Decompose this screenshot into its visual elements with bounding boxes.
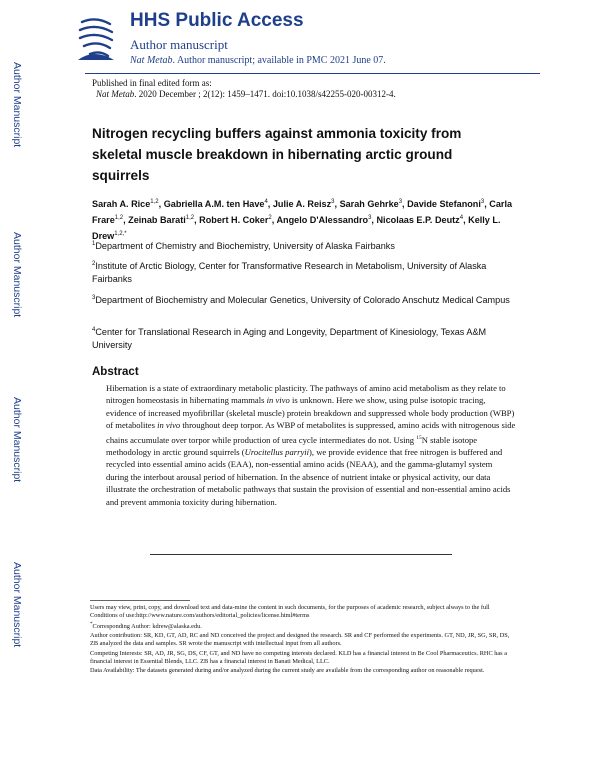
author-name: Sarah A. Rice: [92, 199, 151, 210]
affiliation-1: $^1$Department of Chemistry and Biochemistry, University of Alaska Fairbanks: [92, 241, 395, 252]
author-separator: ,: [334, 199, 340, 210]
author-name: Zeinab Barati: [128, 215, 186, 226]
affiliation-3: $^3$Department of Biochemistry and Molecular Genetics, University of Colorado Anschutz Medical Campus: [92, 295, 510, 306]
abstract-heading: Abstract: [92, 366, 139, 378]
hhs-eagle-logo-icon: [74, 14, 118, 64]
article-title: Nitrogen recycling buffers against ammonia toxicity from skeletal muscle breakdown in hibernating arctic ground squirrels: [92, 126, 462, 183]
citation-line: [96, 89, 396, 99]
author-separator: ,: [271, 215, 277, 226]
author-separator: ,: [123, 215, 129, 226]
header-divider: [85, 73, 540, 74]
author-separator: ,: [194, 215, 200, 226]
data-availability-note: Data Availability: The datasets generated during and/or analyzed during the current study are available from the corresponding author on reasonable request.: [90, 666, 485, 674]
author-name: Kelly L. Drew: [92, 215, 501, 242]
author-name: Angelo D'Alessandro: [276, 215, 369, 226]
author-separator: ,: [158, 199, 164, 210]
author-affiliation-ref: 3: [331, 199, 335, 205]
side-label-3: Author Manuscript: [11, 397, 23, 483]
author-affiliation-ref: 4: [459, 215, 464, 222]
author-contribution-note: Author contribution: SR, KD, GT, AD, RC and ND conceived the project and designed the research. SR and CF performed the experiments. GT, ND, JR, SG, SR, DS, ZB analyzed the data and samples. SR wrote the manuscript with intellectual input from all authors.: [90, 632, 510, 648]
author-separator: ,: [463, 215, 469, 226]
abstract-body: Hibernation is a state of extraordinary metabolic plasticity. The pathways of amino acid metabolism as they relate to nitrogen homeostasis in hibernating mammals in vivo is unknown. Here we show, using pulse isotopic tracing, evidence of increased myofibrillar (skeletal muscle) protein breakdown and suppressed whole body production (WBP) of metabolites in vivo throughout deep torpor. As WBP of metabolites is suppressed, amino acids with nitrogenous side chains accumulate over torpor while production of urea cycle intermediates do not. Using $^{15}$N stable isotope methodology in arctic ground squirrels (Urocitellus parryii), we provide evidence that free nitrogen is buffered and recycled into essential amino acids (EAA), non-essential amino acids (NEAA), and the gamma-glutamyl system during the interbout arousal period of hibernation. In the absence of nutrient intake or physical activity, our data illustrate the orchestration of metabolic pathways that sustain the provision of essential and non-essential amino acids and prevent ammonia toxicity during hibernation.: [106, 383, 516, 507]
author-affiliation-ref: 3: [398, 199, 403, 205]
affiliation-2: $^2$Institute of Arctic Biology, Center for Transformative Research in Metabolism, University of Alaska Fairbanks: [92, 261, 487, 285]
author-affiliation-ref: 4: [264, 199, 268, 205]
abstract-divider: [150, 554, 452, 555]
footnotes: [90, 604, 510, 676]
author-separator: ,: [484, 199, 490, 210]
corresponding-author-note: *Corresponding Author: kdrew@alaska.edu.: [90, 622, 202, 631]
competing-interests-note: Competing Interests: SR, AD, JR, SG, DS, CF, GT, and ND have no competing interests declared. KLD has a financial interest in Be Cool Pharmaceutics. RHC has a financial interest in Essential Blends, LLC. ZB has a financial interest in Banati Medical, LLC.: [90, 649, 508, 665]
side-label-4: Author Manuscript: [11, 562, 23, 648]
journal-abbrev: Nat Metab: [130, 55, 173, 66]
author-name: Gabriella A.M. ten Have: [163, 199, 265, 210]
author-name: Robert H. Coker: [199, 215, 269, 226]
author-name: Davide Stefanoni: [407, 199, 481, 210]
citation-text: . 2020 December ; 2(12): 1459–1471. doi:10.1038/s42255-020-00312-4.: [134, 89, 396, 99]
author-name: Sarah Gehrke: [339, 199, 399, 210]
journal-availability-line: [130, 55, 386, 66]
published-in-label: Published in final edited form as:: [92, 78, 212, 88]
author-affiliation-ref: 3: [480, 199, 485, 205]
author-name: Carla Frare: [92, 199, 513, 226]
affiliation-4: $^4$Center for Translational Research in Aging and Longevity, Department of Kinesiology, Texas A&M University: [92, 327, 487, 351]
author-affiliation-ref: 1,2: [150, 199, 159, 205]
author-name: Julie A. Reisz: [272, 199, 332, 210]
usage-note: Users may view, print, copy, and download text and data-mine the content in such documents, for the purposes of academic research, subject always to the full Conditions of use:http://www.nature.com/authors/editorial_policies/license.html#terms: [90, 604, 490, 620]
citation-journal: Nat Metab: [96, 89, 135, 99]
author-separator: ,: [402, 199, 408, 210]
author-affiliation-ref: 1,2: [114, 215, 124, 222]
author-separator: ,: [267, 199, 273, 210]
author-separator: ,: [371, 215, 377, 226]
author-manuscript-subtitle: Author manuscript: [130, 37, 228, 52]
author-affiliation-ref: 1,2,*: [114, 231, 127, 238]
side-label-2: Author Manuscript: [11, 232, 23, 318]
hhs-public-access-title: HHS Public Access: [130, 10, 304, 31]
author-affiliation-ref: 2: [268, 215, 272, 222]
side-label-1: Author Manuscript: [11, 62, 23, 148]
footnote-divider: [90, 600, 190, 601]
author-list: [92, 195, 522, 243]
availability-text: . Author manuscript; available in PMC 2021 June 07.: [172, 55, 386, 66]
author-affiliation-ref: 3: [368, 215, 372, 222]
author-affiliation-ref: 1,2: [185, 215, 195, 222]
author-name: Nicolaas E.P. Deutz: [376, 215, 460, 226]
